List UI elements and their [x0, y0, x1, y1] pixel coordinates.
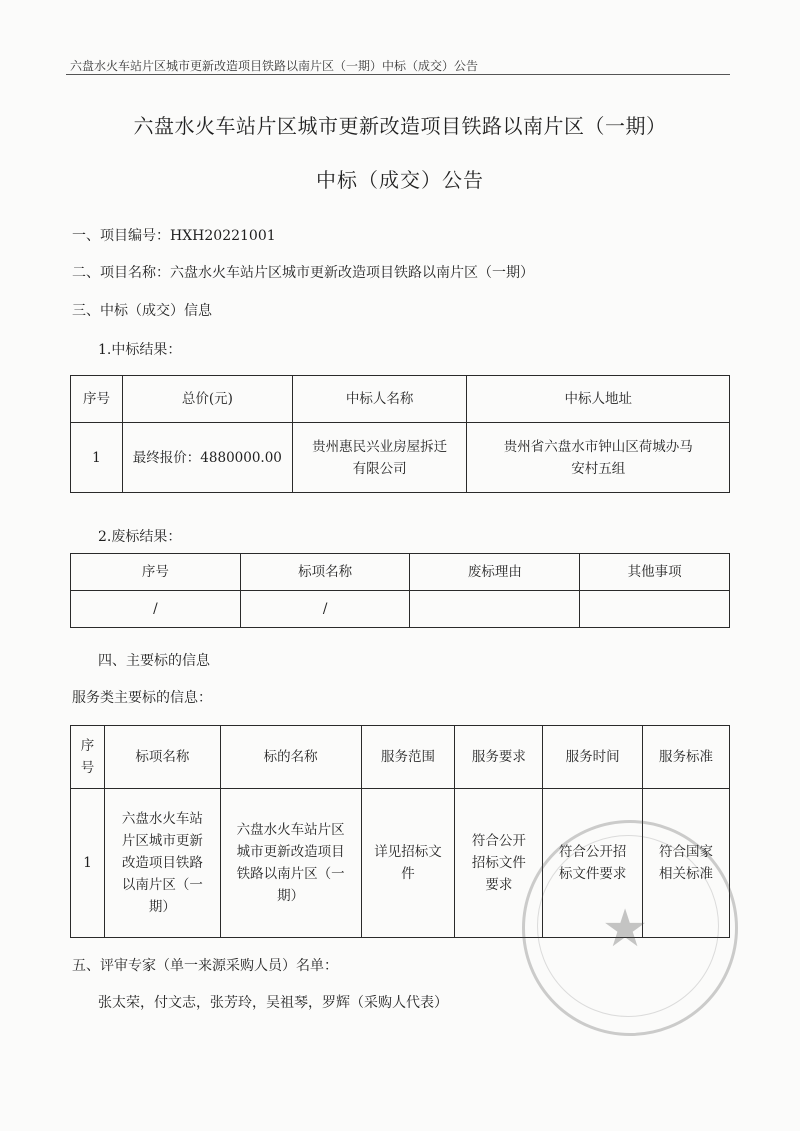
project-name: 二、项目名称：六盘水火车站片区城市更新改造项目铁路以南片区（一期）	[72, 265, 534, 281]
row-number: 1	[71, 423, 123, 493]
header-cell	[71, 726, 105, 789]
cell-line: 要求	[485, 877, 513, 893]
cell-line: 符合国家	[659, 844, 714, 860]
header-cell: 序号	[71, 376, 123, 423]
cell-line: 相关标准	[659, 866, 714, 882]
header-cell: 其他事项	[580, 554, 730, 591]
header-cell: 标项名称	[240, 554, 410, 591]
cell-line: 详见招标文	[374, 844, 442, 860]
page-title-line1: 六盘水火车站片区城市更新改造项目铁路以南片区（一期）	[133, 114, 667, 138]
table-cell: /	[71, 591, 241, 628]
header-cell: 服务标准	[643, 726, 730, 789]
page-title-line2: 中标（成交）公告	[316, 168, 484, 192]
star-icon: ★	[601, 899, 649, 959]
cell-line: 片区城市更新	[121, 833, 203, 849]
cell-line: 期）	[277, 888, 305, 904]
winner-name	[292, 423, 467, 493]
project-number: 一、项目编号：HXH20221001	[72, 228, 276, 244]
cell-line: 城市更新改造项目	[236, 844, 345, 860]
winner-address-line: 贵州省六盘水市钟山区荷城办马	[503, 438, 693, 455]
item-name-cell	[104, 789, 220, 938]
table-header-row	[71, 726, 730, 789]
header-cell: 服务要求	[455, 726, 543, 789]
table-header-row	[71, 554, 730, 591]
section-main-subject: 四、主要标的信息	[98, 653, 210, 669]
header-cell: 中标人地址	[467, 376, 730, 423]
rejected-result-heading: 2.废标结果：	[98, 529, 182, 545]
cell-line: 以南片区（一	[121, 877, 203, 893]
header-cell: 服务范围	[361, 726, 455, 789]
running-header: 六盘水火车站片区城市更新改造项目铁路以南片区（一期）中标（成交）公告	[70, 59, 479, 73]
subject-name-cell	[220, 789, 361, 938]
cell-line: 标文件要求	[558, 866, 627, 882]
header-cell: 中标人名称	[292, 376, 467, 423]
cell-line: 符合公开	[471, 833, 526, 849]
header-cell: 标项名称	[104, 726, 220, 789]
final-price: 最终报价：4880000.00	[122, 423, 292, 493]
header-cell: 序号	[71, 554, 241, 591]
header-cell: 总价(元)	[122, 376, 292, 423]
cell-line: 六盘水火车站片区	[236, 822, 345, 838]
cell-line: 符合公开招	[558, 844, 627, 860]
table-cell: /	[240, 591, 410, 628]
cell-line: 件	[401, 866, 415, 882]
winner-address-line: 安村五组	[571, 460, 626, 477]
table-cell	[410, 591, 580, 628]
cell-line: 招标文件	[471, 855, 526, 871]
header-cell: 服务时间	[543, 726, 643, 789]
rejected-result-table	[70, 553, 730, 628]
table-row	[71, 423, 730, 493]
table-header-row	[71, 376, 730, 423]
cell-line: 六盘水火车站	[121, 811, 203, 827]
header-cell: 废标理由	[410, 554, 580, 591]
table-cell	[580, 591, 730, 628]
header-cell: 标的名称	[220, 726, 361, 789]
section-experts: 五、评审专家（单一来源采购人员）名单：	[72, 958, 338, 974]
row-number: 1	[71, 789, 105, 938]
award-result-table	[70, 375, 730, 493]
cell-line: 期）	[148, 899, 176, 915]
header-rule	[66, 74, 730, 75]
service-subject-heading: 服务类主要标的信息：	[72, 690, 212, 706]
table-row	[71, 591, 730, 628]
cell-line: 铁路以南片区（一	[236, 866, 345, 882]
section-award-info: 三、中标（成交）信息	[72, 303, 212, 319]
service-scope-cell	[361, 789, 455, 938]
header-cell-line: 号	[80, 760, 95, 776]
award-result-heading: 1.中标结果：	[98, 342, 182, 358]
header-cell-line: 序	[80, 738, 95, 754]
expert-list: 张太荣，付文志，张芳玲，吴祖琴，罗辉（采购人代表）	[98, 995, 448, 1011]
cell-line: 改造项目铁路	[121, 855, 203, 871]
winner-name-line: 贵州惠民兴业房屋拆迁	[312, 438, 448, 455]
winner-name-line: 有限公司	[352, 460, 407, 477]
official-seal	[522, 820, 738, 1036]
winner-address	[467, 423, 730, 493]
